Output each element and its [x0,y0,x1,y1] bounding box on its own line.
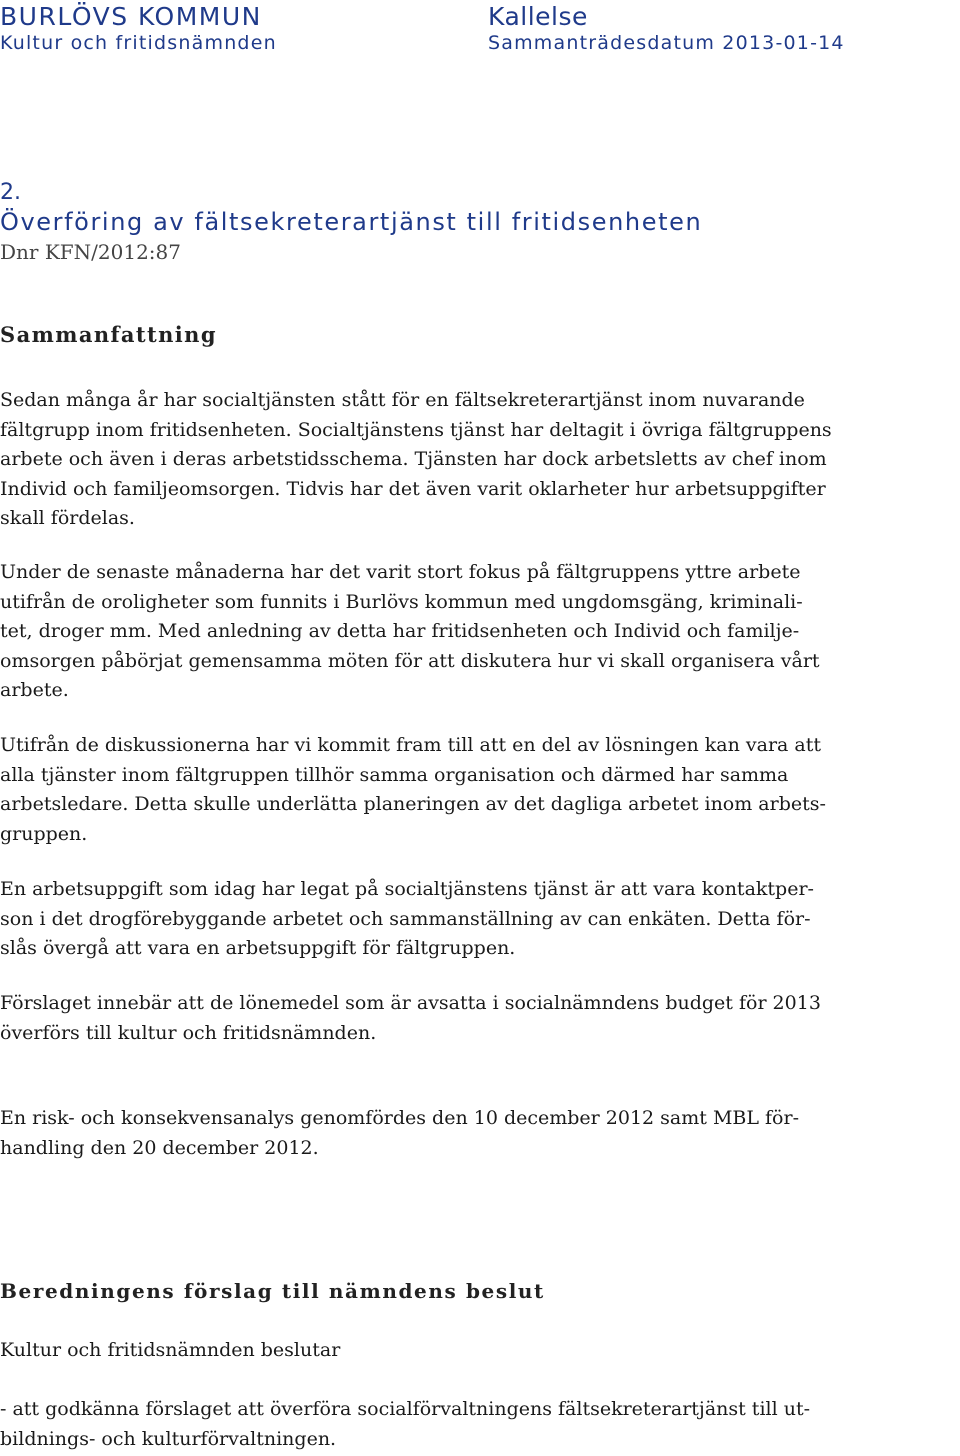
text-line: bildnings- och kulturförvaltningen. [0,1427,337,1450]
text-line: En arbetsuppgift som idag har legat på socialtjänstens tjänst är att vara kontaktper- [0,878,814,900]
text-line: Individ och familjeomsorgen. Tidvis har det även varit oklarheter hur arbetsuppgifter [0,477,826,500]
text-line: omsorgen påbörjat gemensamma möten för att diskutera hur vi skall organisera vårt [0,649,820,672]
text-line: tet, droger mm. Med anledning av detta har fritidsenheten och Individ och familje- [0,620,800,642]
item-number: 2. [0,180,21,205]
text-line: Under de senaste månaderna har det varit stort fokus på fältgruppens yttre arbete [0,561,801,583]
text-line: arbete och även i deras arbetstidsschema. Tjänsten har dock arbetsletts av chef inom [0,448,827,470]
text-line: skall fördelas. [0,507,135,529]
text-line: överförs till kultur och fritidsnämnden. [0,1021,377,1044]
text-line: handling den 20 december 2012. [0,1136,319,1159]
summary-paragraph-5 [0,989,960,1048]
summary-heading: Sammanfattning [0,322,217,347]
document-header [0,0,960,60]
document-type: Kallelse [488,2,588,31]
summary-paragraph-3 [0,731,960,849]
item-title: Överföring av fältsekreterartjänst till fritidsenheten [0,208,703,236]
text-line: En risk- och konsekvensanalys genomfördes den 10 december 2012 samt MBL för- [0,1107,800,1129]
decision-subheading: Kultur och fritidsnämnden beslutar [0,1339,341,1361]
text-line: arbetsledare. Detta skulle underlätta planeringen av det dagliga arbetet inom arbets- [0,793,826,815]
text-line: utifrån de oroligheter som funnits i Burlövs kommun med ungdomsgäng, kriminali- [0,590,803,613]
text-line: gruppen. [0,822,88,845]
text-line: arbete. [0,679,69,701]
text-line: fältgrupp inom fritidsenheten. Socialtjänstens tjänst har deltagit i övriga fältgruppens [0,418,832,441]
summary-paragraph-6 [0,1104,960,1163]
text-line: Sedan många år har socialtjänsten stått för en fältsekreterartjänst inom nuvarande [0,389,805,411]
text-line: alla tjänster inom fältgruppen tillhör samma organisation och därmed har samma [0,763,789,786]
diary-number: Dnr KFN/2012:87 [0,240,181,264]
organization-name: BURLÖVS KOMMUN [0,2,262,31]
summary-paragraph-4 [0,875,960,964]
summary-paragraph-2 [0,558,960,706]
text-line: slås övergå att vara en arbetsuppgift för fältgruppen. [0,937,516,959]
decision-heading: Beredningens förslag till nämndens beslut [0,1279,545,1303]
meeting-date: Sammanträdesdatum 2013-01-14 [488,32,845,54]
text-line: Förslaget innebär att de lönemedel som är avsatta i socialnämndens budget för 2013 [0,992,821,1014]
text-line: - att godkänna förslaget att överföra socialförvaltningens fältsekreterartjänst till ut- [0,1398,811,1420]
text-line: son i det drogförebyggande arbetet och sammanställning av can enkäten. Detta för- [0,907,811,930]
text-line: Utifrån de diskussionerna har vi kommit fram till att en del av lösningen kan vara att [0,734,821,756]
summary-paragraph-1 [0,386,960,534]
decision-paragraph [0,1395,960,1454]
department-name: Kultur och fritidsnämnden [0,32,277,54]
